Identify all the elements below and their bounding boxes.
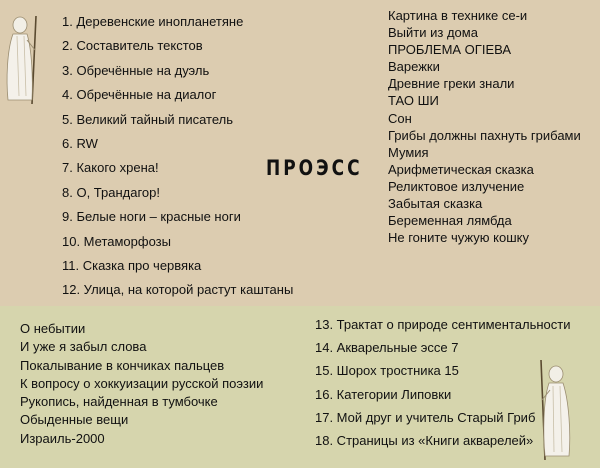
list-item: Беременная лямбда xyxy=(388,213,512,229)
list-item: Грибы должны пахнуть грибами xyxy=(388,127,581,143)
list-item: Рукопись, найденная в тумбочке xyxy=(20,394,218,410)
list-item: 17. Мой друг и учитель Старый Гриб xyxy=(315,409,536,425)
numbered-list-top xyxy=(62,10,293,303)
list-item: Сон xyxy=(388,110,412,126)
list-item: 14. Акварельные эссе 7 xyxy=(315,340,459,356)
list-item: 6. RW xyxy=(62,135,98,151)
list-item: 3. Обречённые на дуэль xyxy=(62,62,210,78)
list-item: 2. Составитель текстов xyxy=(62,38,203,54)
list-item: 4. Обречённые на диалог xyxy=(62,87,217,103)
list-item: Мумия xyxy=(388,144,429,160)
page-title: ПРОЭСС xyxy=(266,156,363,181)
list-item: Не гоните чужую кошку xyxy=(388,230,529,246)
list-item: 10. Метаморфозы xyxy=(62,233,171,249)
hermit-figure-icon xyxy=(531,356,575,461)
list-item: Обыденные вещи xyxy=(20,412,129,428)
list-item: 13. Трактат о природе сентиментальности xyxy=(315,317,571,332)
list-item: 11. Сказка про червяка xyxy=(62,257,202,273)
list-item: 16. Категории Липовки xyxy=(315,386,452,402)
list-item: Израиль-2000 xyxy=(20,430,105,446)
bottom-panel xyxy=(0,306,600,468)
list-item: К вопросу о хоккуизации русской поэзии xyxy=(20,375,264,391)
list-item: Покалывание в кончиках пальцев xyxy=(20,357,225,373)
list-item: 15. Шорох тростника 15 xyxy=(315,363,459,379)
list-item: 12. Улица, на которой растут каштаны xyxy=(62,282,294,298)
list-item: 18. Страницы из «Книги акварелей» xyxy=(315,432,534,448)
right-list xyxy=(388,7,581,246)
list-item: О небытии xyxy=(20,321,86,336)
list-item: Варежки xyxy=(388,59,440,75)
list-item: Арифметическая сказка xyxy=(388,161,534,177)
list-item: ТАО ШИ xyxy=(388,93,439,109)
list-item: И уже я забыл слова xyxy=(20,339,147,355)
hermit-figure-icon xyxy=(2,10,46,105)
list-item: 8. О, Трандагор! xyxy=(62,184,160,200)
list-item: Выйти из дома xyxy=(388,25,478,41)
list-item: Забытая сказка xyxy=(388,196,483,212)
list-item: 9. Белые ноги – красные ноги xyxy=(62,209,241,225)
list-item: Реликтовое излучение xyxy=(388,178,525,194)
list-item: 1. Деревенские инопланетяне xyxy=(62,14,244,29)
list-item: Древние греки знали xyxy=(388,76,515,92)
list-item: ПРОБЛЕМА ОГIЕВА xyxy=(388,42,512,58)
list-item: 7. Какого хрена! xyxy=(62,160,159,176)
bottom-left-list xyxy=(20,320,263,448)
list-item: Картина в технике се-и xyxy=(388,8,528,23)
list-item: 5. Великий тайный писатель xyxy=(62,111,233,127)
